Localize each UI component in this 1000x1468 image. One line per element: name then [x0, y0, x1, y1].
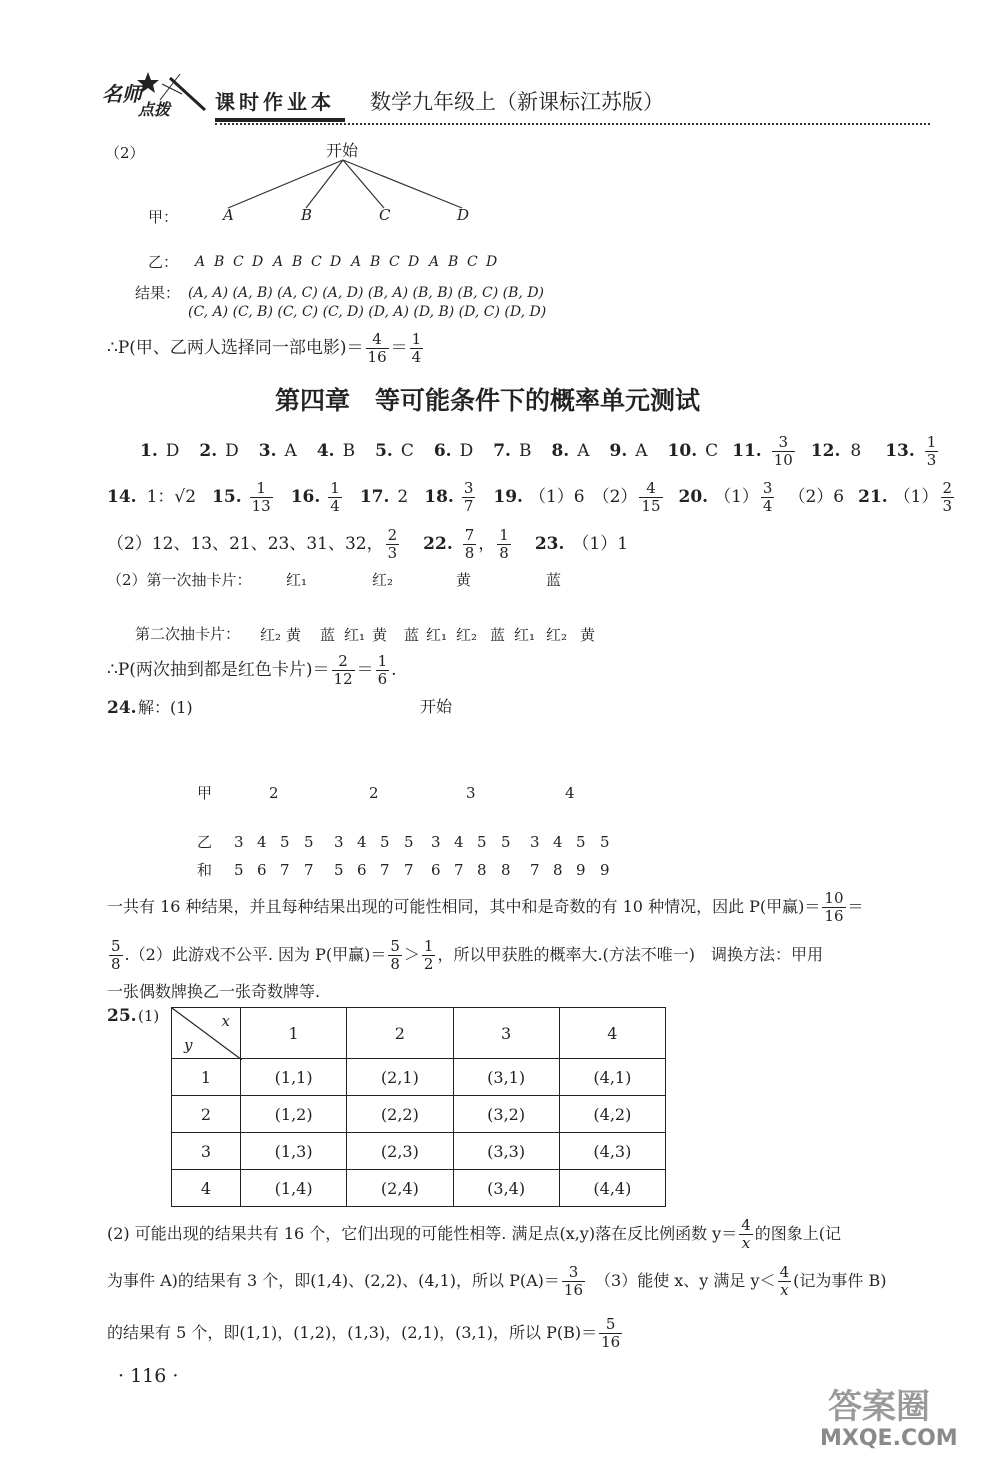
tree1-second-node: A — [351, 254, 362, 270]
answer-number: 2. — [199, 441, 218, 461]
table-cell: (2,2) — [347, 1096, 453, 1133]
q24-second-node: 5 — [280, 833, 290, 851]
table-cell: (1,2) — [241, 1096, 347, 1133]
q24-second-node: 3 — [530, 833, 540, 851]
q24-sum-node: 6 — [257, 861, 267, 879]
tree2-probability: ∴P(两次抽到都是红色卡片)＝ $\frac{2}{12}$ ＝ $\frac{1}{6}$ . — [107, 651, 397, 688]
q24-second-node: 5 — [380, 833, 390, 851]
tree1-second-node: C — [389, 254, 400, 270]
logo-line1: 名师 — [102, 82, 142, 106]
q24-sum-node: 7 — [304, 861, 314, 879]
q24-second-node: 4 — [257, 833, 267, 851]
table-cell: (2,4) — [347, 1170, 453, 1207]
q24-text-line1: 一共有 16 种结果，并且每种结果出现的可能性相同，其中和是奇数的有 10 种情况，因此 P(甲赢)＝ $\frac{10}{16}$ ＝ — [107, 888, 864, 925]
tree2-second-node: 红₂ — [456, 626, 478, 644]
tree2-second-node: 蓝 — [490, 626, 506, 644]
q24-text-line2: $\frac{5}{8}$ .（2）此游戏不公平. 因为 P(甲赢)＝ $\frac{5}{8}$ ＞ $\frac{1}{2}$ ，所以甲获胜的概率大.(方法不唯一) 调换方法：甲用 — [111, 936, 824, 973]
q24-first-node: 4 — [565, 784, 575, 802]
table-row-header: 2 — [172, 1096, 241, 1133]
q24-second-node: 5 — [477, 833, 487, 851]
q24-first-node: 2 — [269, 784, 279, 802]
table-cell: (4,1) — [559, 1059, 665, 1096]
answer-number: 3. — [258, 441, 277, 461]
tree1-first-node: D — [457, 206, 470, 224]
q24-second-node: 4 — [454, 833, 464, 851]
table-cell: (4,2) — [559, 1096, 665, 1133]
answer-choice: D — [225, 441, 239, 461]
q24-sum-node: 7 — [530, 861, 540, 879]
tree1-second-node: A — [273, 254, 284, 270]
fraction: $\frac{4}{16}$ — [367, 329, 387, 366]
q24-first-node: 3 — [466, 784, 476, 802]
table-cell: (3,2) — [453, 1096, 559, 1133]
table-cell: (2,1) — [347, 1059, 453, 1096]
q24-text-line3: 一张偶数牌换乙一张奇数牌等. — [107, 982, 321, 1001]
q24-second-node: 5 — [600, 833, 610, 851]
page-number: · 116 · — [118, 1365, 179, 1387]
table-header-cell: 1 — [241, 1008, 347, 1059]
q24-sum-node: 6 — [357, 861, 367, 879]
tree1-second-node: B — [292, 254, 303, 270]
q24-sum-node: 9 — [576, 861, 586, 879]
q24-root: 开始 — [420, 697, 453, 716]
tree1-first-node: B — [301, 206, 313, 224]
q24-second-node: 4 — [553, 833, 563, 851]
table-cell: (3,1) — [453, 1059, 559, 1096]
tree1-second-node: C — [467, 254, 478, 270]
table-cell: (1,4) — [241, 1170, 347, 1207]
tree1-second-node: B — [214, 254, 225, 270]
tree1-root: 开始 — [326, 141, 359, 160]
table-cell: (1,1) — [241, 1059, 347, 1096]
answer-choice: D — [165, 441, 180, 461]
tree1-second-node: D — [486, 254, 498, 270]
tree2-second-node: 红₁ — [514, 626, 536, 644]
tree1-label: （2） — [105, 144, 145, 162]
logo-line2: 点拨 — [138, 100, 171, 119]
table-header-cell: 2 — [347, 1008, 453, 1059]
answers-row2: 14. 1：√2 15. $\frac{1}{13}$ 16. $\frac{1}{4}$ 17. 2 18. $\frac{3}{7}$ 19. （1）6 （2） $\frac{4}{15}$ 20. （1） $\frac{3}{4}$ （2）6 21. （1） $\frac{2}{3}$ — [107, 478, 953, 515]
tree1-first-node: A — [223, 206, 234, 224]
table-row — [172, 1059, 666, 1096]
q25-text-line1: (2) 可能出现的结果共有 16 个，它们出现的可能性相等. 满足点(x,y)落在反比例函数 y＝ $\frac{4}{x}$ 的图象上(记 — [107, 1215, 842, 1252]
tree1-yi-label: 乙： — [148, 253, 179, 271]
table-row-header: 1 — [172, 1059, 241, 1096]
q24-solve: 解：(1) — [138, 698, 193, 717]
q24-sum-node: 6 — [431, 861, 441, 879]
q24-he-label: 和 — [197, 861, 213, 879]
answer-number: 8. — [551, 441, 570, 461]
q24-second-node: 5 — [576, 833, 586, 851]
q24-second-node: 4 — [357, 833, 367, 851]
q24-sum-node: 8 — [477, 861, 487, 879]
q24-second-node: 5 — [404, 833, 414, 851]
tree1-second-node: B — [370, 254, 381, 270]
q25-table — [171, 1007, 666, 1207]
q24-sum-node: 9 — [600, 861, 610, 879]
q24-sum-node: 7 — [454, 861, 464, 879]
tree2-second-node: 黄 — [286, 626, 302, 644]
q24-sum-node: 7 — [380, 861, 390, 879]
tree2-first-node: 红₁ — [286, 571, 308, 589]
tree1-second-node: D — [408, 254, 420, 270]
answer-choice: B — [342, 441, 356, 461]
answer-number: 6. — [433, 441, 452, 461]
q24-sum-node: 7 — [280, 861, 290, 879]
q24-sum-node: 8 — [553, 861, 563, 879]
tree2-first-node: 蓝 — [546, 571, 562, 589]
q24-second-node: 5 — [304, 833, 314, 851]
answer-choice: A — [577, 441, 590, 461]
q24-sum-node: 7 — [404, 861, 414, 879]
q24-label: 24. — [107, 698, 137, 718]
table-cell: (4,4) — [559, 1170, 665, 1207]
answer-choice: D — [459, 441, 474, 461]
answers-row1: 1. D 2. D 3. A 4. B 5. C 6. D 7. B 8. A 9. A 10. C 11. $\frac{3}{10}$ 12. 8 13. $\frac{1}{3}$ — [140, 432, 937, 469]
tree2-first-node: 黄 — [456, 571, 472, 589]
table-cell: (4,3) — [559, 1133, 665, 1170]
q24-first-node: 2 — [369, 784, 379, 802]
tree2-second-node: 红₁ — [344, 626, 366, 644]
answer-number: 10. — [667, 441, 698, 461]
answer-number: 4. — [316, 441, 335, 461]
tree2-label: （2）第一次抽卡片： — [107, 571, 252, 589]
q25-text-line3: 的结果有 5 个，即(1,1)，(1,2)，(1,3)，(2,1)，(3,1)，所以 P(B)＝ $\frac{5}{16}$ — [107, 1314, 621, 1351]
answer-number: 7. — [493, 441, 511, 461]
q24-jia-label: 甲 — [197, 784, 213, 802]
tree1-results-row1: (A, A) (A, B) (A, C) (A, D) (B, A) (B, B) (B, C) (B, D) — [188, 285, 545, 301]
answer-number: 9. — [609, 441, 628, 461]
table-corner: x y — [172, 1008, 241, 1059]
tree1-second-node: A — [429, 254, 440, 270]
tree2-first-node: 红₂ — [372, 571, 394, 589]
q24-second-node: 3 — [431, 833, 441, 851]
tree2-second-node: 蓝 — [320, 626, 336, 644]
q24-second-node: 5 — [501, 833, 511, 851]
q24-sum-node: 5 — [234, 861, 244, 879]
answer-choice: B — [518, 441, 532, 461]
answer-number: 1. — [140, 441, 158, 461]
table-cell: (3,3) — [453, 1133, 559, 1170]
tree1-results-label: 结果： — [135, 284, 181, 302]
table-cell: (2,3) — [347, 1133, 453, 1170]
tree2-second-node: 红₂ — [546, 626, 568, 644]
table-row-header: 4 — [172, 1170, 241, 1207]
tree2-second-label: 第二次抽卡片： — [135, 625, 241, 643]
tree1-jia-label: 甲： — [148, 208, 179, 226]
table-header-cell: 3 — [453, 1008, 559, 1059]
tree1-second-node: D — [252, 254, 264, 270]
chapter-title: 第四章 等可能条件下的概率单元测试 — [275, 386, 701, 415]
tree2-second-node: 蓝 — [404, 626, 420, 644]
watermark: 答案圈 MXQE.COM — [820, 1387, 958, 1451]
tree2-second-node: 黄 — [580, 626, 596, 644]
tree2-second-node: 红₂ — [260, 626, 282, 644]
tree2-second-node: 红₁ — [426, 626, 448, 644]
tree2-second-node: 黄 — [372, 626, 388, 644]
book-title: 数学九年级上（新课标江苏版） — [370, 90, 664, 114]
tree1-second-node: B — [448, 254, 459, 270]
tree1-first-node: C — [379, 206, 391, 224]
q24-second-node: 3 — [234, 833, 244, 851]
tree1-second-node: D — [330, 254, 342, 270]
tree1-probability: ∴P(甲、乙两人选择同一部电影)＝ $\frac{4}{16}$ ＝ $\frac{1}{4}$ — [107, 329, 422, 366]
table-row — [172, 1133, 666, 1170]
tree1-second-node: C — [233, 254, 244, 270]
fraction: $\frac{1}{4}$ — [411, 329, 422, 366]
q24-sum-node: 8 — [501, 861, 511, 879]
q24-sum-node: 5 — [334, 861, 344, 879]
q24-yi-label: 乙 — [197, 833, 213, 851]
answer-number: 5. — [375, 441, 393, 461]
tree1-second-node: A — [195, 254, 206, 270]
answer-choice: A — [284, 441, 297, 461]
tree1-results-row2: (C, A) (C, B) (C, C) (C, D) (D, A) (D, B) (D, C) (D, D) — [188, 304, 547, 320]
answer-choice: A — [635, 441, 648, 461]
tree1-second-node: C — [311, 254, 322, 270]
answer-choice: C — [400, 441, 414, 461]
q25-label: 25. — [107, 1006, 137, 1026]
q24-second-node: 3 — [334, 833, 344, 851]
table-row — [172, 1096, 666, 1133]
series-title: 课时作业本 — [215, 90, 335, 114]
answers-row3: （2）12、13、21、23、31、32， $\frac{2}{3}$ 22. $\frac{7}{8}$ ， $\frac{1}{8}$ 23. （1）1 — [107, 525, 629, 562]
q25-part1: (1) — [138, 1007, 160, 1025]
table-cell: (3,4) — [453, 1170, 559, 1207]
table-row — [172, 1170, 666, 1207]
answer-choice: C — [705, 441, 719, 461]
table-row-header: 3 — [172, 1133, 241, 1170]
q25-text-line2: 为事件 A)的结果有 3 个，即(1,4)、(2,2)、(4,1)，所以 P(A)＝ $\frac{3}{16}$ （3）能使 x、y 满足 y＜ $\frac{4}{x}$ (记为事件 B) — [107, 1262, 887, 1299]
table-cell: (1,3) — [241, 1133, 347, 1170]
table-header-cell: 4 — [559, 1008, 665, 1059]
